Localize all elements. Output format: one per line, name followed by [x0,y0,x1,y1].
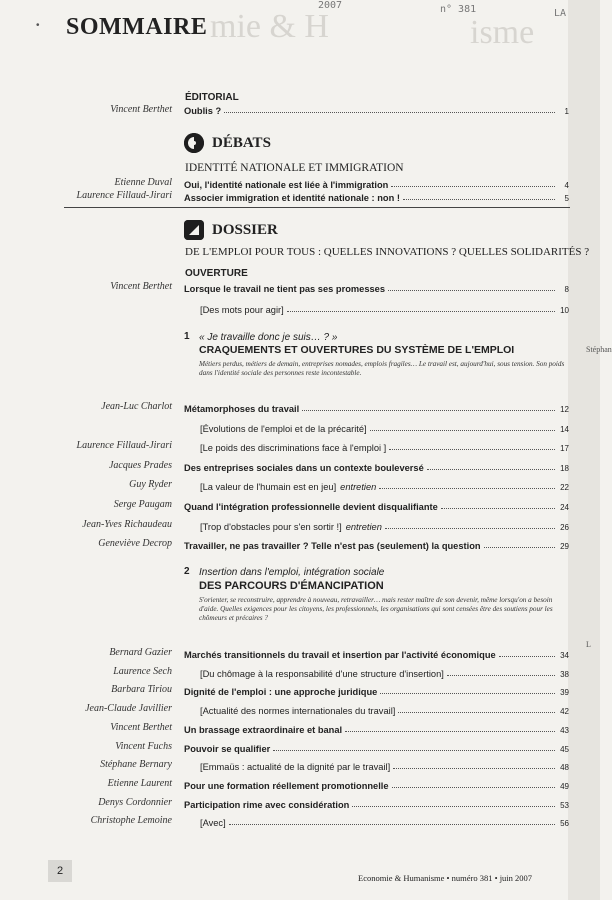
dossier-icon [184,220,204,240]
leader-dots [287,311,555,312]
entry-title: Pouvoir se qualifier [184,743,271,754]
entry-title: [Évolutions de l'emploi et de la précarité] [200,423,367,434]
journal-footer: Economie & Humanisme • numéro 381 • juin 2007 [358,873,533,883]
dossier-label: DOSSIER [212,221,278,238]
entry-page: 12 [560,405,569,414]
dossier-heading: DE L'EMPLOI POUR TOUS : QUELLES INNOVATIONS ? QUELLES SOLIDARITÉS ? [185,246,590,258]
leader-dots [392,787,555,788]
entry-page: 29 [560,542,569,552]
margin-fragment: Stéphan [586,345,612,354]
entry-page: 56 [560,819,569,829]
entry-page: 17 [560,444,569,454]
leader-dots [229,824,555,825]
toc-entry[interactable] [200,816,569,828]
entry-title: Des entreprises sociales dans un contexte bouleversé [184,462,424,473]
entry-page: 10 [560,306,569,315]
toc-entry[interactable] [184,798,569,810]
entry-author: Barbara Tiriou [111,684,172,696]
toc-entry[interactable] [184,723,569,735]
section-2-number: 2 [184,566,190,577]
entry-title: Participation rime avec considération [184,799,350,810]
entry-page: 49 [560,781,569,791]
entry-author: Vincent Berthet [110,721,172,733]
leader-dots [224,112,555,113]
leader-dots [447,675,555,676]
margin-fragment: L [586,640,591,649]
leader-dots [385,528,555,529]
entry-author: Jean-Yves Richaudeau [82,518,172,530]
section-1-description: Métiers perdus, métiers de demain, entreprises nomades, emplois fragiles… Le travail est, aujourd'hui, sous tension. Son poids dans l'identité sociale des personnes reste incontestable. [199,360,565,377]
leader-dots [380,693,555,694]
entry-title: [Actualité des normes internationales du travail] [200,706,396,717]
handwritten-issue: n° 381 [440,4,477,15]
handwritten-mark: LA [554,8,567,19]
entry-title: Dignité de l'emploi : une approche juridique [184,687,378,698]
entry-author: Geneviève Decrop [98,538,172,550]
entry-author: Jacques Prades [108,459,172,471]
ouverture-kicker: OUVERTURE [185,268,248,279]
entry-page: 39 [560,688,569,698]
ouverture-entry[interactable] [184,282,569,294]
toc-entry[interactable] [200,667,569,679]
entry-author: Denys Cordonnier [98,796,172,808]
entry-title: [Avec] [200,818,226,829]
entry-page: 42 [560,707,569,717]
section-1-number: 1 [184,331,190,342]
bleed-through-text: isme [470,14,535,51]
entry-page: 18 [560,463,569,473]
editorial-entry[interactable] [184,104,569,116]
leader-dots [441,508,555,509]
debats-author-1: Etienne Duval [114,177,172,188]
entry-author: Etienne Laurent [107,777,172,789]
handwritten-year: 2007 [318,0,343,11]
entry-title: [Le poids des discriminations face à l'emploi ] [200,443,387,454]
toc-entry[interactable] [200,704,569,716]
debats-header [184,133,271,153]
toc-entry[interactable] [184,685,569,697]
editorial-author: Vincent Berthet [110,104,172,115]
toc-entry[interactable] [200,520,569,532]
entry-page: 26 [560,522,569,532]
entry-page: 14 [560,424,569,434]
entry-title: [La valeur de l'humain est en jeu] entretien [200,482,377,493]
entry-page: 5 [564,194,569,203]
entry-title: [Emmaüs : actualité de la dignité par le travail] [200,762,391,773]
leader-dots [403,199,555,200]
entry-page: 8 [564,285,569,294]
entry-author: Stéphane Bernary [100,759,172,771]
toc-entry[interactable] [184,648,569,660]
toc-entry[interactable] [200,422,569,434]
section-1-title: CRAQUEMENTS ET OUVERTURES DU SYSTÈME DE L'EMPLOI [199,344,515,356]
entry-page: 22 [560,483,569,493]
entry-page: 38 [560,669,569,679]
leader-dots [499,656,555,657]
entry-page: 4 [564,181,569,190]
entry-title: Quand l'intégration professionnelle devient disqualifiante [184,502,438,512]
entry-author: Jean-Luc Charlot [101,401,172,412]
entry-title: Lorsque le travail ne tient pas ses promesses [184,284,385,294]
debats-author-2: Laurence Fillaud-Jirari [76,190,172,201]
section-divider [64,207,570,208]
leader-dots [302,410,555,411]
entry-suffix: entretien [340,482,377,493]
entry-title: Métamorphoses du travail [184,404,300,414]
leader-dots [427,469,555,470]
leader-dots [391,186,555,187]
toc-entry[interactable] [184,779,569,791]
debats-entry[interactable] [184,178,569,190]
entry-author: Vincent Fuchs [115,740,172,752]
leader-dots [388,290,555,291]
leader-dots [345,731,555,732]
entry-page: 43 [560,725,569,735]
page-gutter-shadow [568,0,600,900]
page-number: 2 [48,860,72,882]
entry-title: Oublis ? [184,106,222,116]
toc-entry[interactable] [200,480,569,492]
entry-page: 53 [560,800,569,810]
editorial-kicker: ÉDITORIAL [185,92,239,103]
toc-entry[interactable] [184,742,569,754]
section-2-description: S'orienter, se reconstruire, apprendre à nouveau, retravailler… mais rester maître de son devenir, même lorsqu'on a besoin d'aide. Quelles exigences pour les citoyens, les professionnels, les organisations qui sont censées être des soutiens pour les chômeurs et précaires ? [199,596,553,622]
entry-title: Travailler, ne pas travailler ? Telle n'est pas (seulement) la question [184,541,481,552]
toc-entry[interactable] [184,539,569,551]
entry-page: 24 [560,503,569,512]
entry-title: Un brassage extraordinaire et banal [184,724,343,735]
debats-entry[interactable] [184,191,569,203]
debats-label: DÉBATS [212,134,271,151]
debats-icon [184,133,204,153]
leader-dots [484,547,555,548]
toc-entry[interactable] [184,500,569,512]
entry-author: Bernard Gazier [109,647,172,658]
section-2-subtitle: Insertion dans l'emploi, intégration sociale [199,567,385,578]
entry-author: Guy Ryder [129,479,172,491]
page-title: SOMMAIRE [66,14,208,40]
toc-entry[interactable] [184,461,569,473]
ouverture-sub-entry[interactable] [200,303,569,315]
corner-mark: • [36,20,40,31]
entry-page: 45 [560,744,569,754]
entry-title: Associer immigration et identité nationale : non ! [184,193,400,203]
entry-page: 1 [564,107,569,116]
entry-page: 48 [560,763,569,773]
toc-entry[interactable] [200,441,569,453]
entry-title: Pour une formation réellement promotionnelle [184,780,389,791]
entry-author: Laurence Sech [113,665,172,677]
entry-suffix: entretien [345,521,382,532]
leader-dots [273,750,555,751]
ouverture-author: Vincent Berthet [110,281,172,292]
dossier-header [184,220,278,240]
entry-title: [Des mots pour agir] [200,305,284,315]
entry-page: 34 [560,651,569,660]
leader-dots [393,768,555,769]
toc-entry[interactable] [184,402,569,414]
entry-title: Marchés transitionnels du travail et insertion par l'activité économique [184,650,496,660]
leader-dots [389,449,555,450]
leader-dots [352,806,555,807]
entry-title: [Trop d'obstacles pour s'en sortir !] entretien [200,521,382,532]
section-1-subtitle: « Je travaille donc je suis… ? » [199,332,338,343]
debats-heading: IDENTITÉ NATIONALE ET IMMIGRATION [185,162,404,174]
leader-dots [370,430,555,431]
entry-author: Laurence Fillaud-Jirari [76,440,172,452]
entry-author: Christophe Lemoine [90,815,172,827]
toc-entry[interactable] [200,760,569,772]
leader-dots [398,712,555,713]
entry-author: Jean-Claude Javillier [85,703,172,715]
entry-title: [Du chômage à la responsabilité d'une structure d'insertion] [200,668,444,679]
leader-dots [379,488,555,489]
entry-author: Serge Paugam [113,499,172,510]
bleed-through-text: mie & H [210,8,329,45]
section-2-title: DES PARCOURS D'ÉMANCIPATION [199,580,384,592]
entry-title: Oui, l'identité nationale est liée à l'immigration [184,180,389,190]
